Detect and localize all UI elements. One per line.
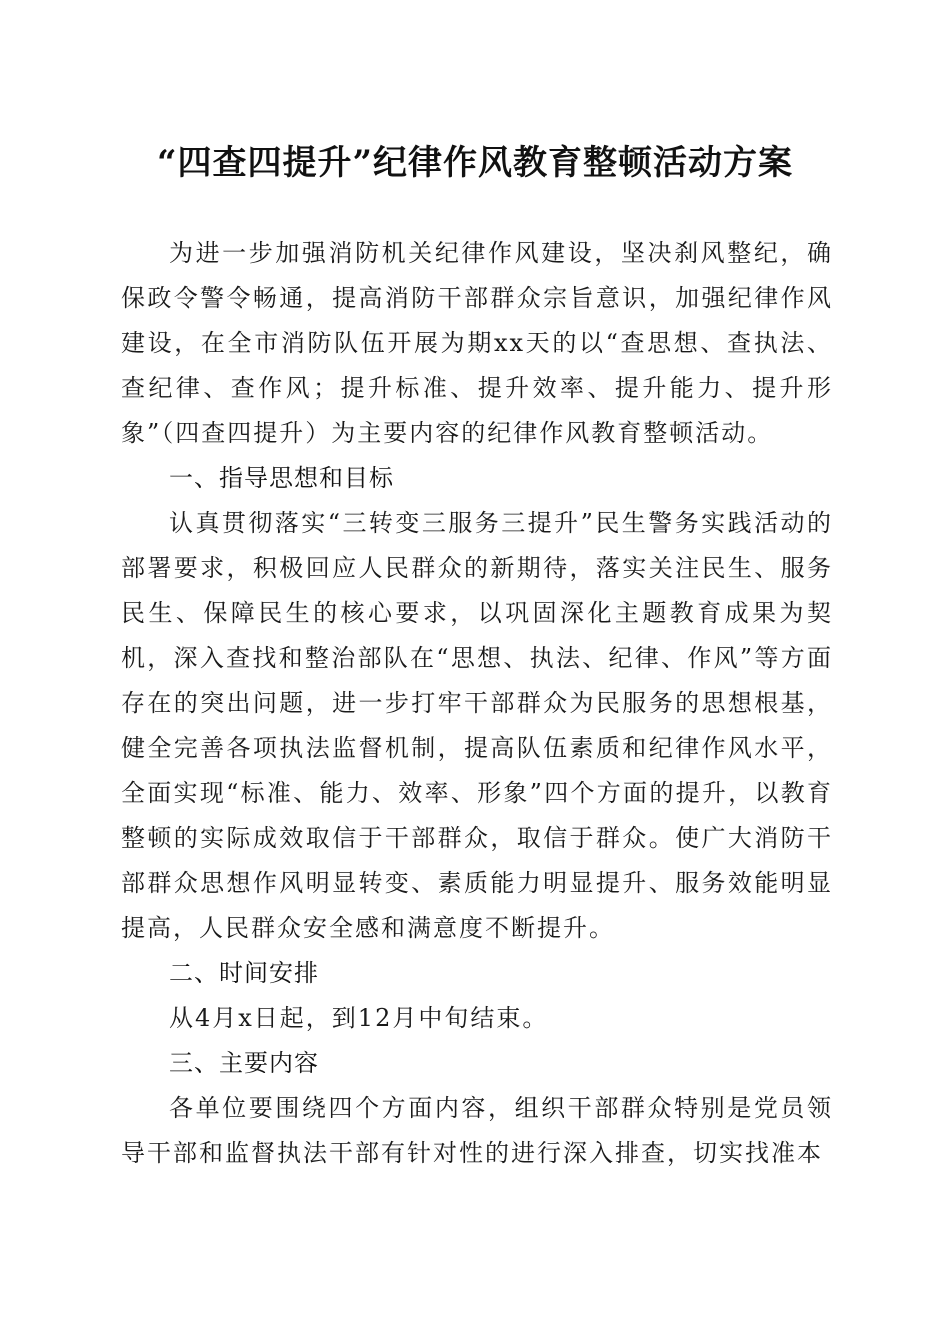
- section-heading-schedule: 二、时间安排: [169, 959, 319, 987]
- schedule-paragraph: 从4月x日起，到12月中旬结束。: [169, 1004, 549, 1032]
- section-heading-main-content: 三、主要内容: [169, 1049, 319, 1077]
- document-title: “四查四提升”纪律作风教育整顿活动方案: [156, 143, 794, 183]
- intro-paragraph: 为进一步加强消防机关纪律作风建设，坚决刹风整纪，确保政令警令畅通，提高消防干部群众宗旨意识，加强纪律作风建设，在全市消防队伍开展为期xx天的以“查思想、查执法、查纪律、查作风；提升标准、提升效率、提升能力、提升形象”（四查四提升）为主要内容的纪律作风教育整顿活动。: [121, 239, 833, 447]
- document-body: [121, 231, 833, 1176]
- section-heading-guiding-principles: 一、指导思想和目标: [169, 464, 394, 492]
- guiding-principles-paragraph: 认真贯彻落实“三转变三服务三提升”民生警务实践活动的部署要求，积极回应人民群众的新期待，落实关注民生、服务民生、保障民生的核心要求，以巩固深化主题教育成果为契机，深入查找和整治部队在“思想、执法、纪律、作风”等方面存在的突出问题，进一步打牢干部群众为民服务的思想根基，健全完善各项执法监督机制，提高队伍素质和纪律作风水平，全面实现“标准、能力、效率、形象”四个方面的提升，以教育整顿的实际成效取信于干部群众，取信于群众。使广大消防干部群众思想作风明显转变、素质能力明显提升、服务效能明显提高，人民群众安全感和满意度不断提升。: [121, 509, 833, 942]
- main-content-paragraph: 各单位要围绕四个方面内容，组织干部群众特别是党员领导干部和监督执法干部有针对性的进行深入排查，切实找准本: [121, 1094, 833, 1167]
